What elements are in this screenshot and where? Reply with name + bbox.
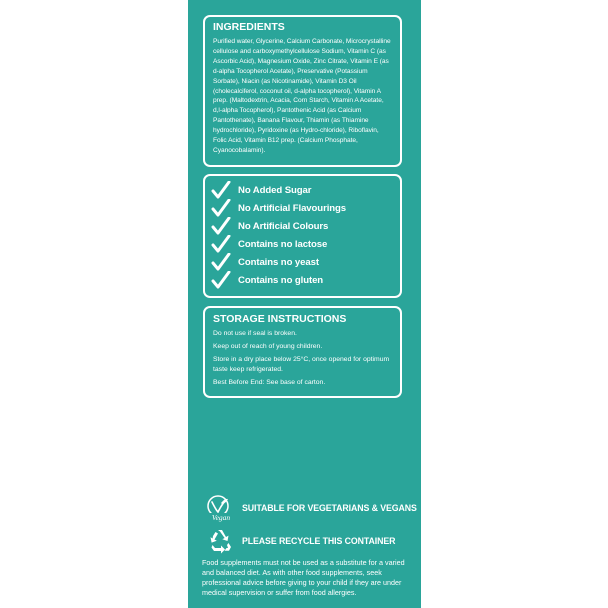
storage-box [203, 306, 402, 398]
check-icon [211, 235, 231, 253]
claim-item [211, 235, 393, 253]
storage-line: Do not use if seal is broken. [213, 330, 297, 337]
recycle-icon [204, 527, 238, 555]
storage-line: Keep out of reach of young children. [213, 343, 323, 350]
claim-label: No Artificial Flavourings [238, 202, 347, 214]
vegan-logo-text: Vegan [211, 513, 231, 522]
storage-line: Best Before End: See base of carton. [213, 379, 326, 386]
vegan-logo-icon [204, 494, 238, 522]
check-icon [211, 181, 231, 199]
ingredients-box [203, 15, 402, 167]
check-icon [211, 199, 231, 217]
claim-label: Contains no gluten [238, 274, 324, 286]
claim-item [211, 271, 393, 289]
claim-label: No Added Sugar [238, 184, 312, 196]
claim-label: Contains no lactose [238, 238, 328, 250]
claim-item [211, 217, 393, 235]
vegan-label: SUITABLE FOR VEGETARIANS & VEGANS [242, 503, 417, 513]
claim-item [211, 199, 393, 217]
disclaimer-text: Food supplements must not be used as a substitute for a varied and balanced diet. As with other food supplements, seek professional advice before giving to your child if they are under medical supervision or suffer from food allergies. [202, 558, 405, 597]
storage-line: Store in a dry place below 25°C, once opened for optimum taste keep refrigerated. [213, 356, 390, 373]
vegan-row [204, 494, 417, 522]
storage-title: STORAGE INSTRUCTIONS [213, 313, 347, 325]
check-icon [211, 217, 231, 235]
check-icon [211, 271, 231, 289]
claim-label: No Artificial Colours [238, 220, 329, 232]
claims-box [203, 174, 402, 298]
recycle-row [204, 527, 395, 555]
ingredients-text: Purified water, Glycerine, Calcium Carbonate, Microcrystalline cellulose and carboxymethylcellulose Sodium, Vitamin C (as Ascorbic Acid), Magnesium Oxide, Zinc Citrate, Vitamin E (as d-alpha Tocopherol Acetate), Preservative (Potassium Sorbate), Niacin (as Nicotinamide), Vitamin D3 Oil (cholecalciferol, coconut oil, d-alpha tocopherol), Vitamin A prep. (Maltodextrin, Acacia, Corn Starch, Vitamin A Acetate, d,l-alpha Tocopherol), Pantothenic Acid (as Calcium Pantothenate), Banana Flavour, Thiamin (as Thiamine hydrochloride), Pyridoxine (as Hydro-chloride), Riboflavin, Folic Acid, Vitamin B12 prep. (Calcium Phosphate, Cyanocobalamin). [213, 38, 391, 154]
check-icon [211, 253, 231, 271]
claim-item [211, 181, 393, 199]
recycle-label: PLEASE RECYCLE THIS CONTAINER [242, 536, 396, 546]
claims-list [211, 181, 393, 289]
carton-side-panel [188, 0, 421, 608]
claim-item [211, 253, 393, 271]
claim-label: Contains no yeast [238, 256, 319, 268]
ingredients-title: INGREDIENTS [213, 21, 285, 33]
